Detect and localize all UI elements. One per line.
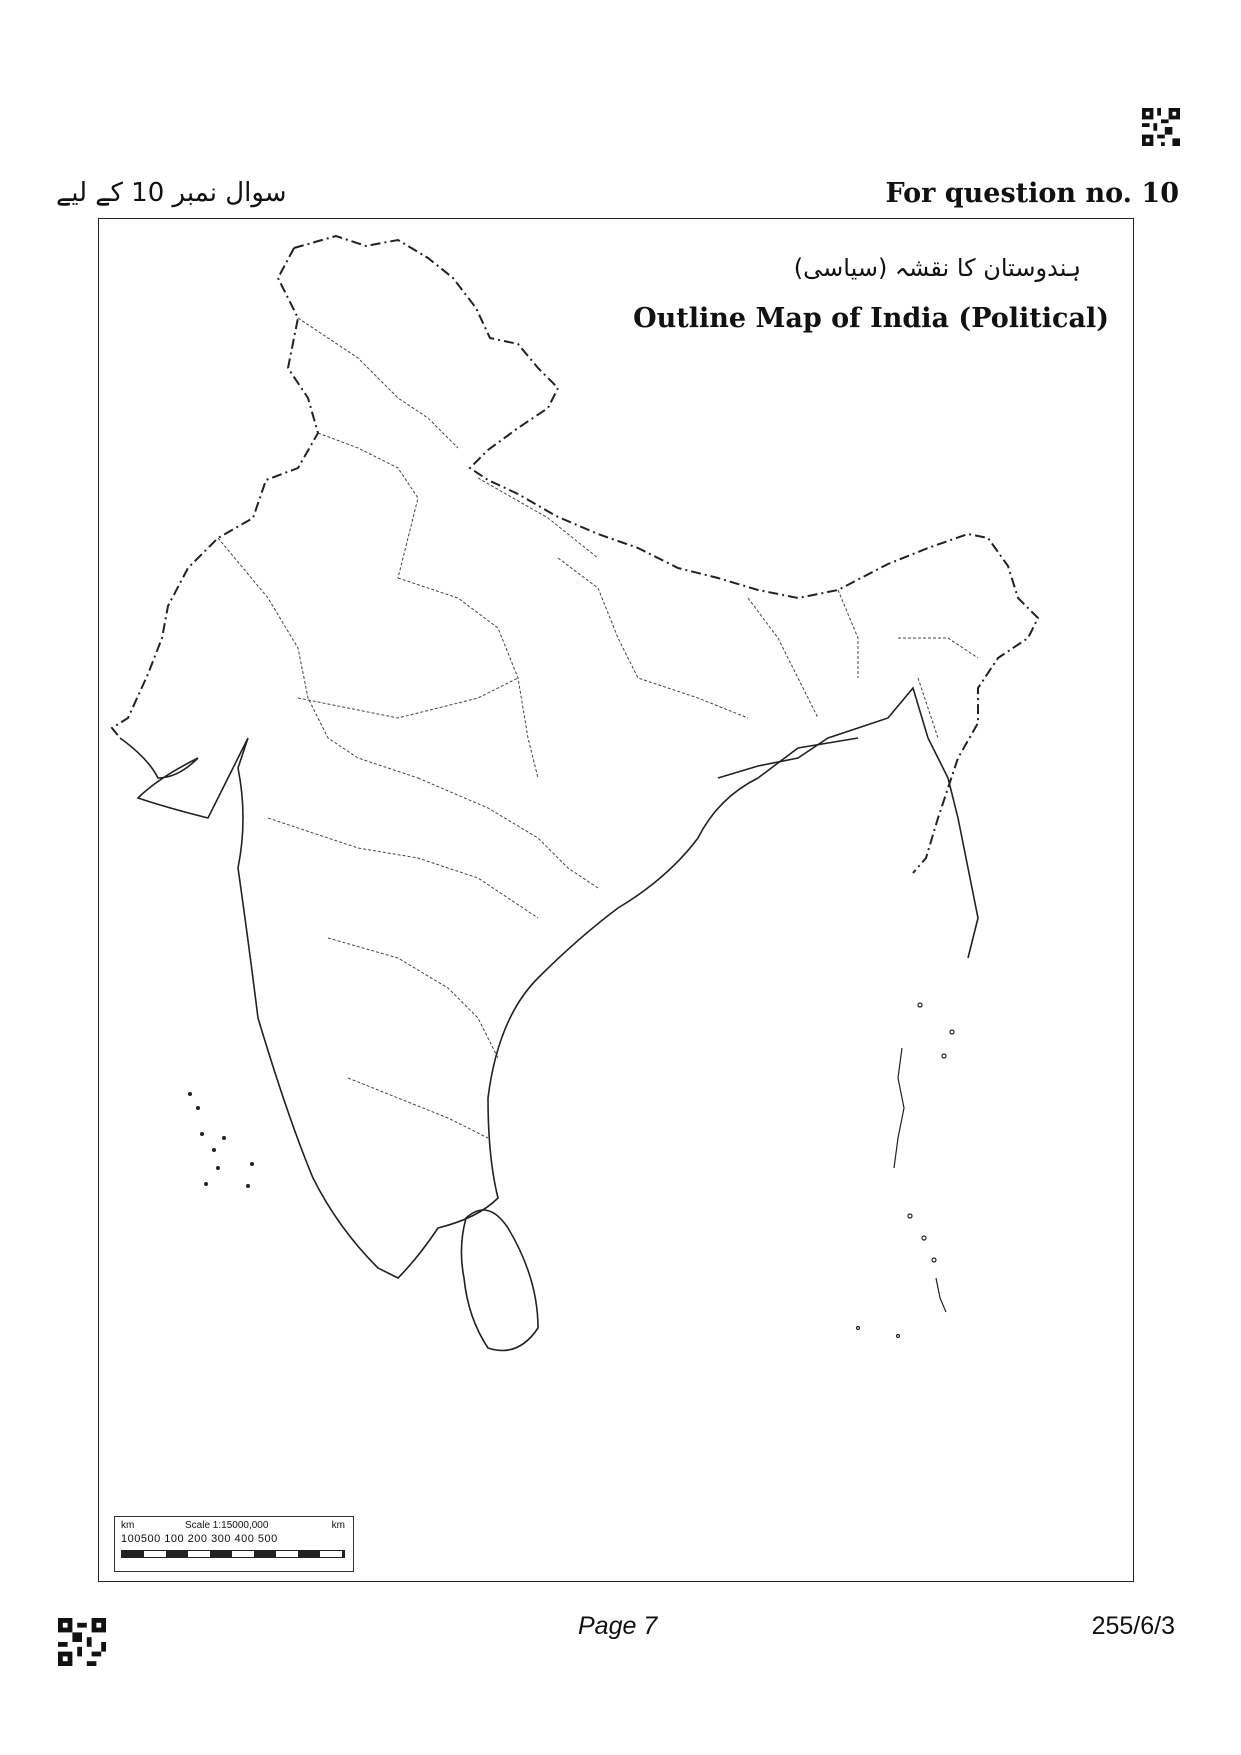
western-boundary (112, 248, 318, 738)
question-label: For question no. 10 (885, 178, 1179, 209)
scale-ticks: 100500 100 200 300 400 500 (121, 1533, 278, 1545)
map-urdu-title: ہندوستان کا نقشہ (سیاسی) (793, 254, 1081, 282)
scale-unit-right: km (331, 1520, 345, 1531)
qr-code-icon (1142, 107, 1180, 147)
paper-code: 255/6/3 (1091, 1612, 1175, 1640)
map-title: Outline Map of India (Political) (633, 303, 1109, 334)
scale-bar (114, 1516, 354, 1572)
scale-bar-graphic (121, 1550, 345, 1558)
urdu-question-label: سوال نمبر 10 کے لیے (56, 178, 287, 208)
india-outline-map (98, 218, 1134, 1582)
sri-lanka-outline (461, 1210, 538, 1351)
coastline (120, 738, 858, 1278)
qr-code-icon (58, 1618, 106, 1666)
page-number: Page 7 (578, 1612, 658, 1640)
bengal-coast (718, 688, 978, 958)
scale-unit-left: km (121, 1520, 135, 1531)
scale-ratio: Scale 1:15000,000 (185, 1520, 269, 1531)
